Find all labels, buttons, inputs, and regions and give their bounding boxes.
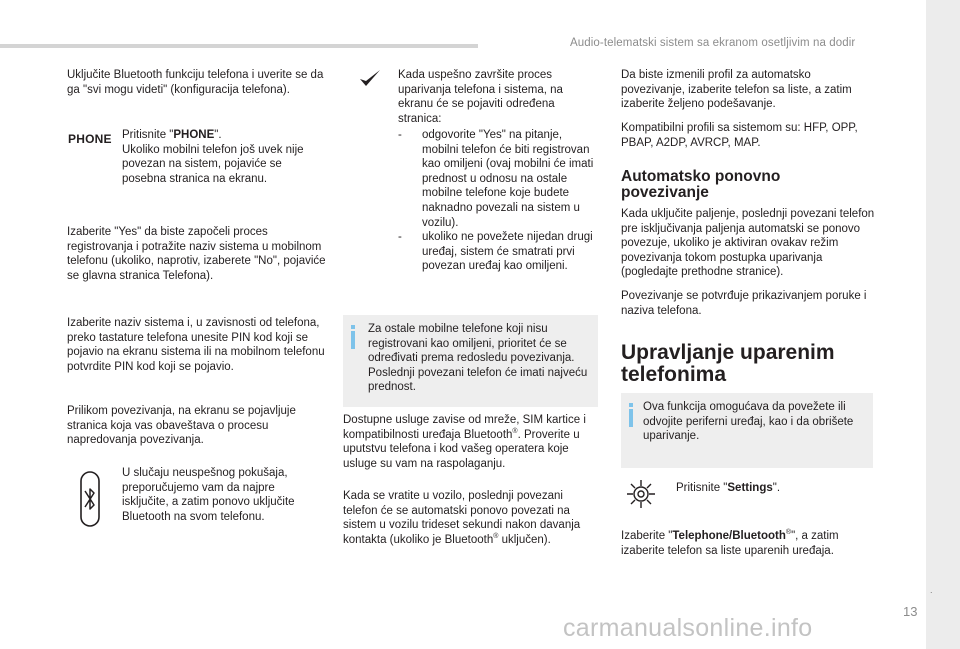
registered-mark: ® [785, 529, 792, 537]
header-rule [0, 44, 478, 48]
bluetooth-icon [80, 471, 100, 527]
col2-return-paragraph [343, 489, 598, 547]
col2-services-paragraph [343, 413, 598, 471]
text-fragment: . Proverite u uputstvu telefona i kod vašeg operatera koje usluge su vam na raspolaganju. [343, 428, 580, 470]
info-icon [629, 403, 633, 427]
list-dash: - [398, 231, 402, 244]
heading-auto-reconnect: Automatsko ponovno povezivanje [621, 168, 781, 201]
text-fragment: Dostupne usluge zavise od mreže, SIM kartice i kompatibilnosti uređaja Bluetooth [343, 414, 586, 441]
col1-paragraph-3: Izaberite naziv sistema i, u zavisnosti od telefona, preko tastature telefona unesite PIN kod koji se pojavio na ekranu sistema ili na mobilnom telefonu potvrdite PIN kod koji se pojavio. [67, 317, 325, 373]
side-strip [926, 0, 960, 649]
col3-final-instruction [621, 529, 876, 558]
col1-paragraph-2: Izaberite "Yes" da biste započeli proces registrovanja i potražite naziv sistema u mobilnom telefonu (ukoliko, naprotiv, izaberete "No", pojaviće se glavna stranica Telefona). [67, 226, 326, 282]
registered-mark: ® [493, 532, 499, 540]
text-fragment: Ukoliko mobilni telefon još uvek nije povezan na sistem, pojaviće se posebna stranica na ekranu. [122, 143, 304, 185]
col2-info-box [343, 315, 598, 407]
text-fragment: ". [772, 482, 781, 494]
col3-info-text: Ova funkcija omogućava da povežete ili odvojite periferni uređaj, kao i da obrišete uparivanje. [643, 401, 854, 443]
check-icon [358, 66, 382, 90]
col1-paragraph-1: Uključite Bluetooth funkciju telefona i uverite se da ga "svi mogu videti" (konfiguracija telefona). [67, 69, 324, 96]
list-item-text: odgovorite "Yes" na pitanje, mobilni telefon će biti registrovan kao omiljeni (ovaj mobilni će imati prednost u odnosu na ostale mobilne telefone koje budete naknadno povezali na sistem u vozilu). [422, 129, 594, 229]
col3-info-box [621, 393, 873, 468]
text-fragment: ", a zatim izaberite telefon sa liste uparenih uređaja. [621, 530, 839, 557]
col1-paragraph-4: Prilikom povezivanja, na ekranu se pojavljuje stranica koja vas obaveštava o procesu napredovanja povezivanja. [67, 405, 296, 447]
list-item-text: ukoliko ne povežete nijedan drugi uređaj, sistem će smatrati prvi povezan uređaj kao omiljeni. [422, 231, 593, 273]
col1-bluetooth-note: U slučaju neuspešnog pokušaja, preporučujemo vam da najpre isključite, a zatim ponovo uključite Bluetooth na svom telefonu. [122, 467, 295, 523]
heading-manage-paired-phones: Upravljanje uparenim telefonima [621, 341, 835, 386]
col3-paragraph-2: Kompatibilni profili sa sistemom su: HFP, OPP, PBAP, A2DP, AVRCP, MAP. [621, 122, 858, 149]
col3-paragraph-3: Kada uključite paljenje, poslednji povezani telefon pre isključivanja paljenja automatski se ponovo povezuje, ukoliko je aktiviran ovakav režim povezivanja tokom postupka uparivanja (pogledajte prethodne stranice). [621, 208, 875, 279]
info-icon [351, 325, 355, 349]
text-fragment: ". [214, 129, 222, 141]
gear-icon [625, 478, 657, 510]
page-number: 13 [903, 604, 918, 619]
col3-settings-instruction [676, 481, 866, 496]
text-fragment: Kada se vratite u vozilo, poslednji povezani telefon će se automatski ponovo povezati na sistem u vozilu trideset sekundi nakon davanja kontakta (ukoliko je Bluetooth [343, 490, 581, 546]
list-item [398, 230, 598, 274]
text-fragment: uključen). [498, 533, 551, 546]
settings-keyword: Settings [727, 482, 773, 494]
col2-options-list [398, 128, 598, 274]
telephone-bluetooth-keyword: Telephone/Bluetooth [672, 530, 786, 542]
watermark: carmanualsonline.info [563, 614, 813, 642]
registered-mark: ® [512, 427, 518, 435]
text-fragment: Pritisnite " [676, 482, 728, 494]
phone-icon: PHONE [68, 132, 112, 146]
col2-check-intro: Kada uspešno završite proces uparivanja telefona i sistema, na ekranu će se pojaviti određena stranica: [398, 69, 563, 125]
col1-phone-instruction [122, 128, 322, 186]
col2-info-text: Za ostale mobilne telefone koji nisu registrovani kao omiljeni, prioritet će se određivati prema redosledu povezivanja. Poslednji povezani telefon će imati najveću prednost. [368, 323, 588, 394]
text-fragment: Pritisnite " [122, 129, 174, 141]
page-dot: . [930, 585, 933, 595]
list-dash: - [398, 129, 402, 141]
list-item [398, 128, 598, 230]
text-fragment: Izaberite " [621, 530, 673, 542]
phone-keyword: PHONE [173, 129, 215, 141]
col3-paragraph-1: Da biste izmenili profil za automatsko povezivanje, izaberite telefon sa liste, a zatim izaberite željeno podešavanje. [621, 69, 852, 111]
header-title: Audio-telematski sistem sa ekranom osetljivim na dodir [570, 37, 856, 49]
col3-paragraph-4: Povezivanje se potvrđuje prikazivanjem poruke i naziva telefona. [621, 290, 867, 317]
